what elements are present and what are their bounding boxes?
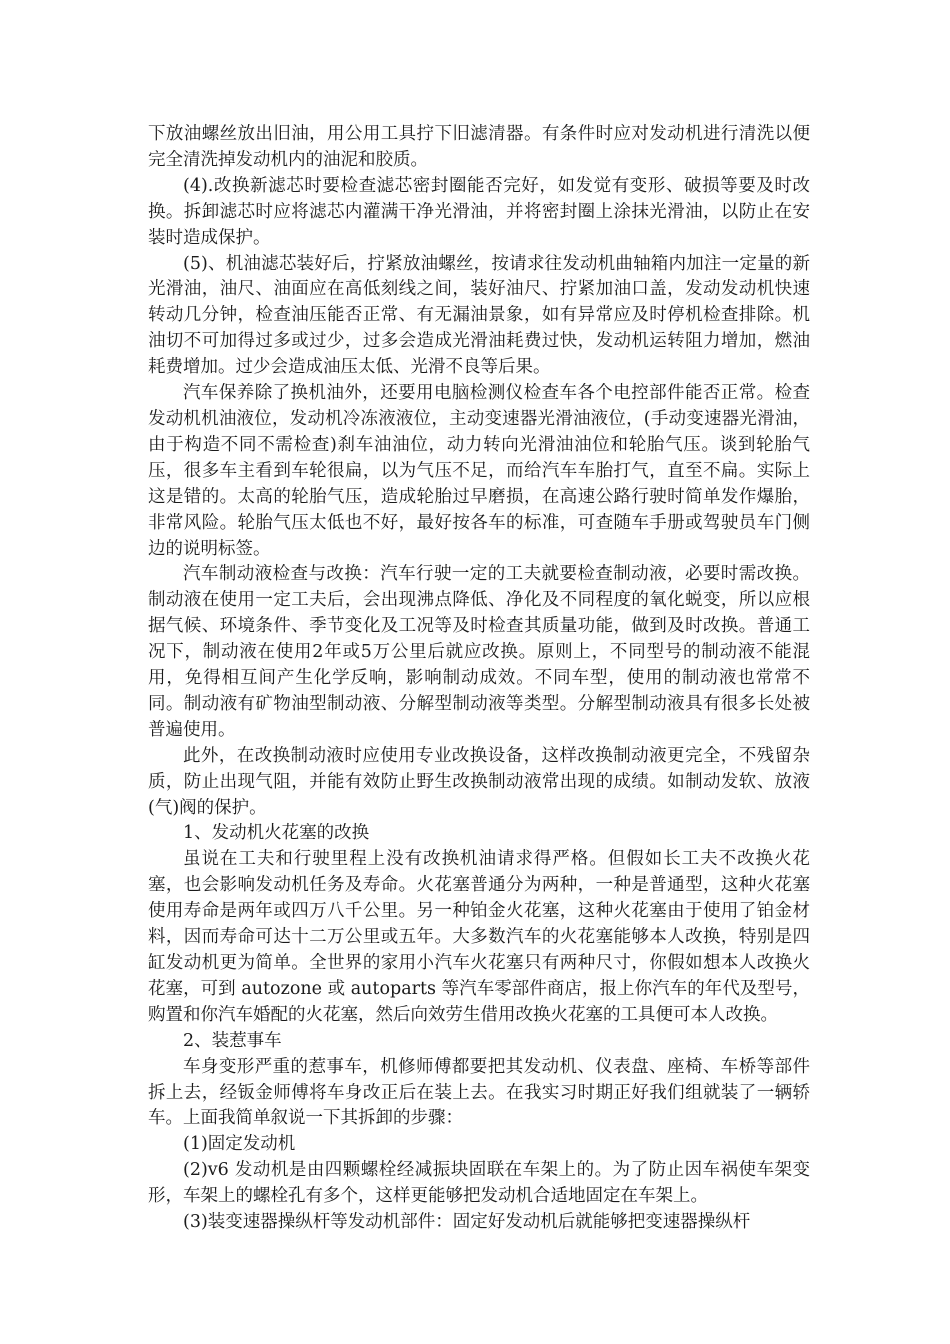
step-fix-engine: (1)固定发动机 <box>183 1134 296 1155</box>
paragraph-accident-car: 车身变形严重的惹事车，机修师傅都要把其发动机、仪表盘、座椅、车桥等部件拆上去，经钣金师傅将车身改正后在装上去。在我实习时期正好我们组就装了一辆轿车。上面我简单叙说一下其拆卸的步骤： <box>148 1056 810 1129</box>
step-v6-engine: (2)v6 发动机是由四颗螺栓经减振块固联在车架上的。为了防止因车祸使车架变形，车架上的螺栓孔有多个，这样更能够把发动机合适地固定在车架上。 <box>148 1160 810 1207</box>
paragraph-continued: 下放油螺丝放出旧油，用公用工具拧下旧滤清器。有条件时应对发动机进行清洗以便完全清洗掉发动机内的油泥和胶质。 <box>148 124 810 170</box>
section-heading-spark-plug: 1、发动机火花塞的改换 <box>183 823 370 844</box>
paragraph-step-4: (4).改换新滤芯时要检查滤芯密封圈能否完好，如发觉有变形、破损等要及时改换。拆卸滤芯时应将滤芯内灌满干净光滑油，并将密封圈上涂抹光滑油，以防止在安装时造成保护。 <box>148 175 810 248</box>
paragraph-brake-fluid-equipment: 此外，在改换制动液时应使用专业改换设备，这样改换制动液更完全，不残留杂质，防止出现气阻，并能有效防止野生改换制动液常出现的成绩。如制动发软、放液(气)阀的保护。 <box>148 745 810 818</box>
paragraph-spark-plug: 虽说在工夫和行驶里程上没有改换机油请求得严格。但假如长工夫不改换火花塞，也会影响发动机任务及寿命。火花塞普通分为两种，一种是普通型，这种火花塞使用寿命是两年或四万八千公里。另一种铂金火花塞，这种火花塞由于使用了铂金材料，因而寿命可达十二万公里或五年。大多数汽车的火花塞能够本人改换，特别是四缸发动机更为简单。全世界的家用小汽车火花塞只有两种尺寸，你假如想本人改换火花塞，可到 autozone 或 autoparts 等汽车零部件商店，报上你汽车的年代及型号，购置和你汽车婚配的火花塞，然后向效劳生借用改换火花塞的工具便可本人改换。 <box>148 849 810 1025</box>
step-gear-lever: (3)装变速器操纵杆等发动机部件：固定好发动机后就能够把变速器操纵杆 <box>183 1212 751 1233</box>
paragraph-step-5: (5)、机油滤芯装好后，拧紧放油螺丝，按请求往发动机曲轴箱内加注一定量的新光滑油，油尺、油面应在高低刻线之间，装好油尺、拧紧加油口盖，发动发动机快速转动几分钟，检查油压能否正常、有无漏油景象，如有异常应及时停机检查排除。机油切不可加得过多或过少，过多会造成光滑油耗费过快，发动机运转阻力增加，燃油耗费增加。过少会造成油压太低、光滑不良等后果。 <box>148 253 810 378</box>
body-text <box>148 122 810 1236</box>
paragraph-brake-fluid: 汽车制动液检查与改换：汽车行驶一定的工夫就要检查制动液，必要时需改换。制动液在使用一定工夫后，会出现沸点降低、净化及不同程度的氧化蜕变，所以应根据气候、环境条件、季节变化及工况等及时检查其质量功能，做到及时改换。普通工况下，制动液在使用2年或5万公里后就应改换。原则上，不同型号的制动液不能混用，免得相互间产生化学反响，影响制动成效。不同车型，使用的制动液也常常不同。制动液有矿物油型制动液、分解型制动液等类型。分解型制动液具有很多长处被普遍使用。 <box>148 564 810 740</box>
paragraph-maintenance-checks: 汽车保养除了换机油外，还要用电脑检测仪检查车各个电控部件能否正常。检查发动机机油液位，发动机冷冻液液位，主动变速器光滑油液位，(手动变速器光滑油，由于构造不同不需检查)刹车油油位，动力转向光滑油油位和轮胎气压。谈到轮胎气压，很多车主看到车轮很扁，以为气压不足，而给汽车车胎打气，直至不扁。实际上这是错的。太高的轮胎气压，造成轮胎过早磨损，在高速公路行驶时简单发作爆胎，非常风险。轮胎气压太低也不好，最好按各车的标准，可查随车手册或驾驶员车门侧边的说明标签。 <box>148 383 810 559</box>
section-heading-accident-car: 2、装惹事车 <box>183 1030 282 1051</box>
